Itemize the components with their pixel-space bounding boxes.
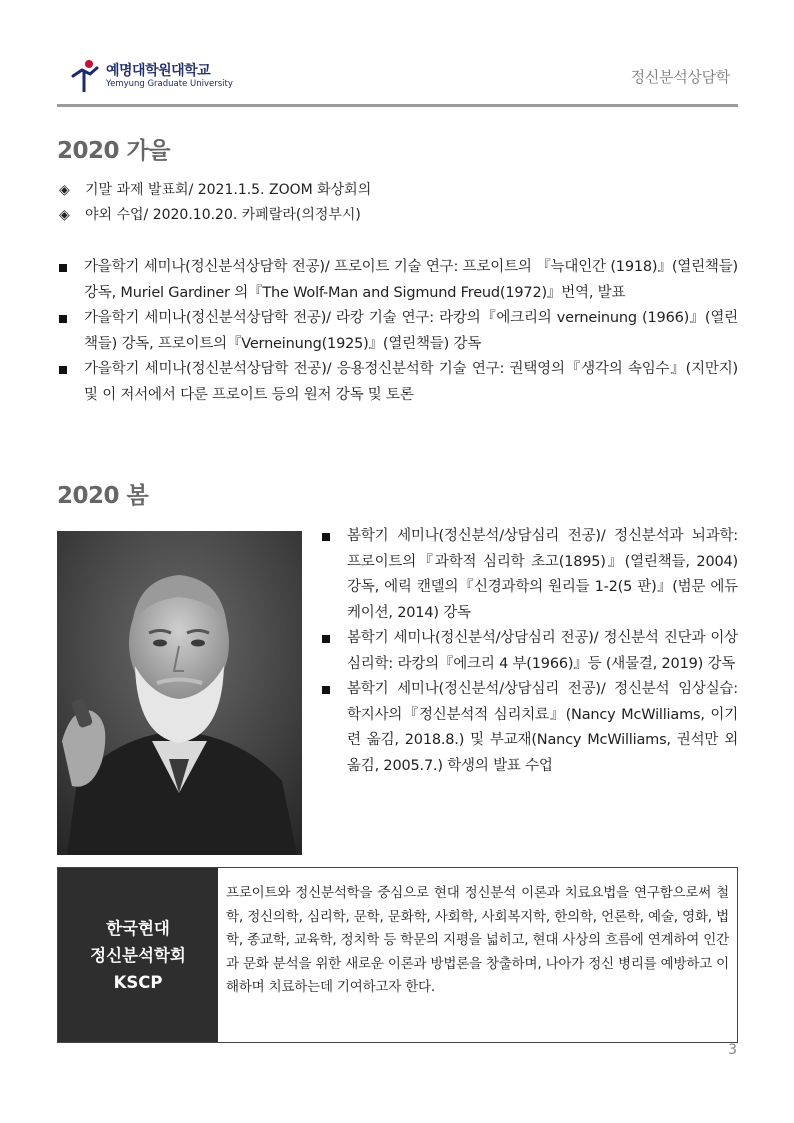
logo-name-korean: 예명대학원대학교	[106, 63, 211, 79]
fall-seminar-text: 가을학기 세미나(정신분석상담학 전공)/ 프로이트 기술 연구: 프로이트의 『늑대인간 (1918)』(열린책들) 강독, Muriel Gardiner 의『The Wolf-Man and Sigmund Freud(1972)』번역, 발표	[84, 259, 738, 301]
portrait-photo	[57, 531, 302, 855]
square-bullet-icon	[322, 635, 330, 643]
university-emblem-icon	[70, 58, 100, 92]
list-item	[57, 178, 738, 203]
square-bullet-icon	[322, 686, 330, 694]
list-item	[320, 626, 738, 677]
square-bullet-icon	[59, 315, 67, 323]
fall-seminar-text: 가을학기 세미나(정신분석상담학 전공)/ 응용정신분석학 기술 연구: 권택영의『생각의 속임수』(지만지) 및 이 저서에서 다룬 프로이트 등의 원저 강독 및 토론	[84, 361, 738, 403]
list-item	[57, 255, 738, 306]
fall-seminars-list	[57, 255, 738, 408]
spring-section-title: 2020 봄	[57, 483, 149, 509]
spring-seminar-text: 봄학기 세미나(정신분석/상담심리 전공)/ 정신분석과 뇌과학: 프로이트의『과학적 심리학 초고(1895)』(열린책들, 2004) 강독, 에릭 캔델의『신경과학의 원리들 1-2(5 판)』(범문 에듀케이션, 2014) 강독	[347, 528, 738, 621]
university-logo	[70, 58, 240, 94]
list-item	[57, 306, 738, 357]
diamond-bullet-icon: ◈	[59, 207, 70, 223]
fall-event-text: 야외 수업/ 2020.10.20. 카페랄라(의정부시)	[85, 207, 361, 223]
diamond-bullet-icon: ◈	[59, 182, 70, 198]
society-abbreviation: KSCP	[113, 972, 163, 992]
spring-seminar-text: 봄학기 세미나(정신분석/상담심리 전공)/ 정신분석 진단과 이상심리학: 라캉의『에크리 4 부(1966)』등 (새물결, 2019) 강독	[347, 630, 738, 672]
header-divider	[57, 104, 738, 107]
society-info-box	[57, 867, 738, 1043]
spring-seminar-text: 봄학기 세미나(정신분석/상담심리 전공)/ 정신분석 임상실습: 학지사의『정신분석적 심리치료』(Nancy McWilliams, 이기련 옮김, 2018.8.) 및 부교재(Nancy McWilliams, 권석만 외 옮김, 2005.7.) 학생의 발표 수업	[347, 681, 738, 774]
list-item	[57, 357, 738, 408]
page-number: 3	[728, 1042, 737, 1058]
department-name: 정신분석상담학	[630, 68, 730, 86]
square-bullet-icon	[59, 366, 67, 374]
logo-name-english: Yemyung Graduate University	[106, 79, 233, 89]
fall-seminar-text: 가을학기 세미나(정신분석상담학 전공)/ 라캉 기술 연구: 라캉의『에크리의 verneinung (1966)』(열린책들) 강독, 프로이트의『Verneinung(1925)』(열린책들) 강독	[84, 310, 738, 352]
square-bullet-icon	[59, 264, 67, 272]
society-description: 프로이트와 정신분석학을 중심으로 현대 정신분석 이론과 치료요법을 연구함으로써 철학, 정신의학, 심리학, 문학, 문화학, 사회학, 사회복지학, 한의학, 언론학, 예술, 영화, 법학, 종교학, 교육학, 정치학 등 학문의 지평을 넓히고, 현대 사상의 흐름에 연계하여 인간과 문화 분석을 위한 새로운 이론과 방법론을 창출하며, 나아가 정신 병리를 예방하고 이해하며 치료하는데 기여하고자 한다.	[226, 885, 729, 995]
fall-event-text: 기말 과제 발표회/ 2021.1.5. ZOOM 화상회의	[85, 182, 372, 198]
list-item	[320, 524, 738, 626]
spring-seminars-list	[320, 524, 738, 779]
list-item	[320, 677, 738, 779]
fall-section-title: 2020 가을	[57, 138, 170, 164]
society-name-line1: 한국현대	[106, 918, 170, 938]
society-name-panel	[58, 868, 218, 1042]
society-name-line2: 정신분석학회	[90, 945, 186, 965]
fall-events-list	[57, 178, 738, 228]
list-item	[57, 203, 738, 228]
square-bullet-icon	[322, 533, 330, 541]
portrait-illustration	[57, 531, 302, 855]
